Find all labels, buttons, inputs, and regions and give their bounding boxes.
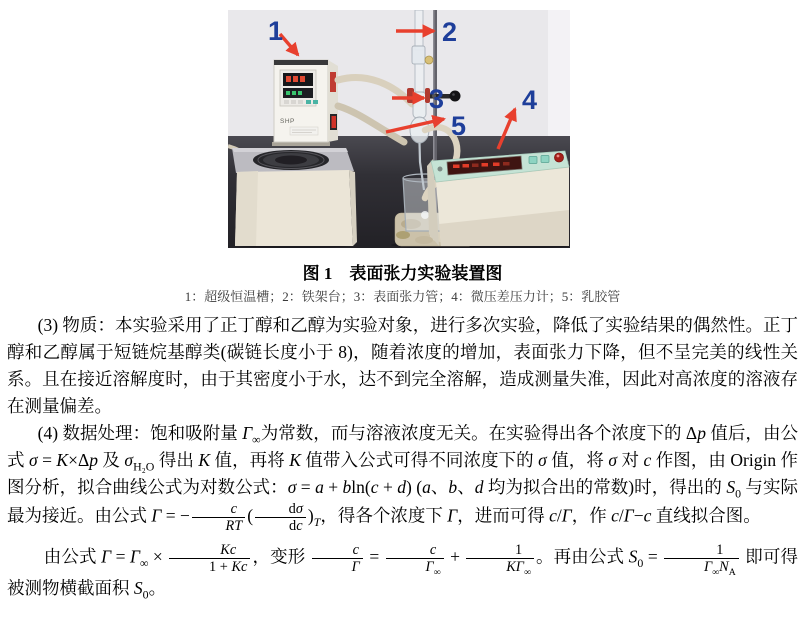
fraction: $\frac{c}{\Gamma_\infty}$: [386, 542, 444, 575]
fraction: $\frac{Kc}{1 + Kc}$: [169, 542, 250, 575]
thermostat-bath: [232, 148, 357, 246]
label-1: 1: [268, 16, 284, 46]
fraction: $\frac{c}{RT}$: [192, 501, 245, 534]
label-4: 4: [522, 85, 538, 115]
pressure-meter: [427, 151, 569, 246]
body-text: [0, 306, 805, 602]
controller-brand-label: SHP: [280, 118, 295, 125]
fraction: $\frac{c}{\Gamma}$: [312, 542, 363, 575]
label-5: 5: [451, 111, 467, 141]
figure-1: [228, 10, 570, 248]
meter-knob: [555, 153, 564, 162]
apparatus-photo: [228, 10, 570, 248]
label-2: 2: [442, 17, 458, 47]
document-content: [0, 256, 805, 602]
fraction: $\frac{1}{\Gamma_\infty N_A}$: [664, 542, 739, 575]
figure-legend: 1：超级恒温槽；2：铁架台；3：表面张力管；4：微压差压力计；5：乳胶管: [184, 289, 621, 304]
meter-button: [541, 156, 549, 163]
fraction: $\frac{d\sigma}{dc}$: [255, 501, 306, 534]
paragraph-5: 由公式 $\Gamma = \Gamma_\infty$ × $\frac{Kc}{1 + Kc}$ ，变形 $\frac{c}{\Gamma}$ = $\frac{c}{\Gamma_\infty}$ + $\frac{1}{K\Gamma_\infty}$ 。再由公式 $S_0$ = $\frac{1}{\Gamma_\infty N_A}$ 即可得被测物横截面积 $S_0$。: [7, 542, 798, 602]
paragraph-4: (4) 数据处理：饱和吸附量 $\Gamma_\infty$为常数，而与溶液浓度无关。在实验得出各个浓度下的 Δp 值后，由公式 σ = K×Δp 及 $\sigma_{H_2O}$ 得出 K 值，再将 K 值带入公式可得不同浓度下的 σ 值，将 σ 对 c 作图，由 Origin 作图分析，拟合曲线公式为对数公式：σ = a + bln(c + d) (a、b、d 均为拟合出的常数)时，得出的 $S_0$ 与实际最为接近。由公式 Γ = − $\frac{c}{RT}$ ( $\frac{d\sigma}{dc}$ )$_T$，得各个浓度下 Γ，进而可得 c/Γ，作 c/Γ−c 直线拟合图。: [7, 423, 799, 535]
paragraph-3: (3) 物质：本实验采用了正丁醇和乙醇为实验对象，进行多次实验，降低了实验结果的偶然性。正丁醇和乙醇属于短链烷基醇类(碳链长度小于 8)，随着浓度的增加，表面张力下降，但不呈完美的线性关系。且在接近溶解度时，由于其密度小于水，达不到完全溶解，造成测量失准，因此对高浓度的溶液存在测量偏差。: [7, 315, 798, 416]
meter-button: [529, 157, 537, 164]
label-3: 3: [429, 84, 445, 114]
figure-caption: 图 1 表面张力实验装置图: [302, 264, 503, 283]
fraction: $\frac{1}{K\Gamma_\infty}$: [466, 542, 533, 575]
temperature-controller: [272, 60, 338, 146]
stopcock: [425, 56, 433, 64]
